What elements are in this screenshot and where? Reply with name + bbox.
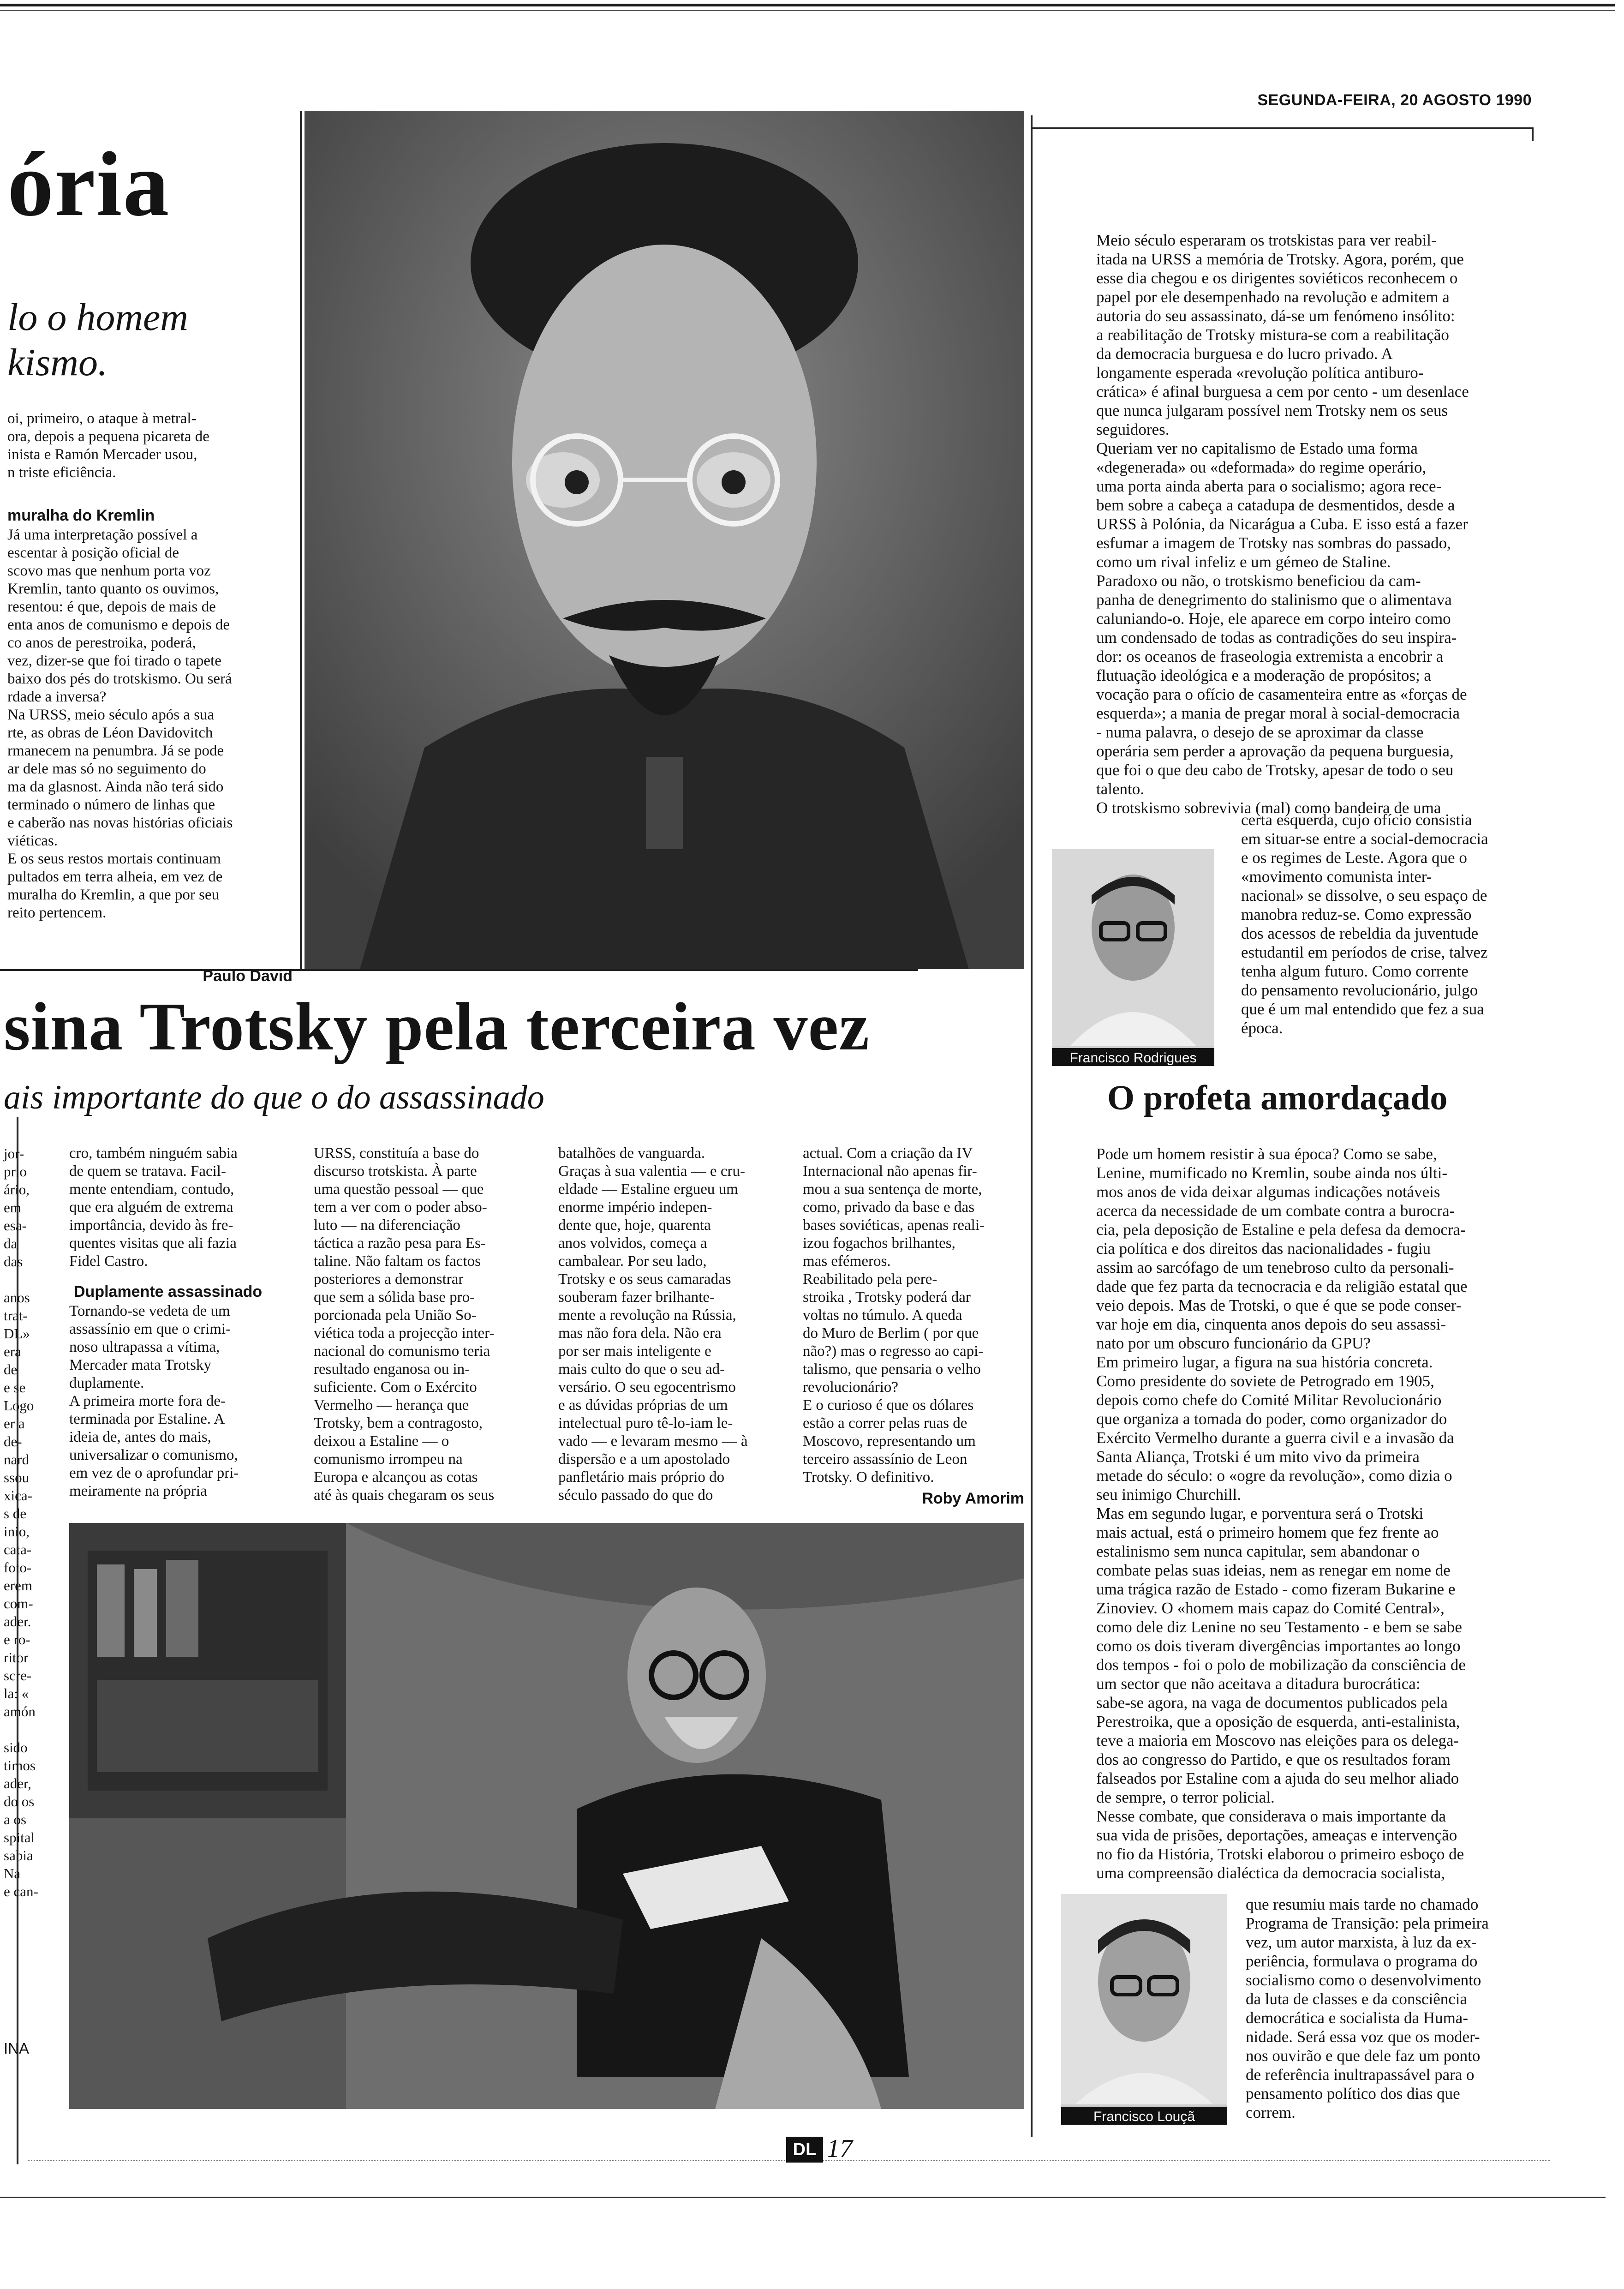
story-col2-text: URSS, constituía a base do discurso trotskista. À parte uma questão pessoal — que tem a ver com o poder abso- luto — na diferenciação táctica a razão pesa para Es- taline. Não faltam os factos posteriores a demonstrar que sem a sólida base pro- porcionada pela União So- viética toda a projecção inter- nacional do comunismo teria resultado enganosa ou in- suficiente. Com o Exército Vermelho — herança que Trotsky, bem a contragosto, deixou a Estaline — o comunismo irrompeu na Europa e alcançou as cotas até às quais chegaram os seus bbox=[314, 1145, 495, 1504]
bottom-left-stub: INA bbox=[4, 2040, 30, 2057]
column-rule-right bbox=[1031, 115, 1033, 2137]
caption-francisco-rodrigues: Francisco Rodrigues bbox=[1052, 1048, 1214, 1066]
page-top-rule-thin bbox=[0, 10, 1615, 11]
left-body-paragraph: Já uma interpretação possível a escentar à posição oficial de scovo mas que nenhum porta voz Kremlin, tanto quanto os ouvimos, resentou: é que, depois de mais de enta anos de comunismo e depois de co anos de perestroika, poderá, vez, dizer-se que foi tirado o tapete baixo dos pés do trotskismo. Ou será rdade a inversa? Na URSS, meio século após a sua rte, as obras de Léon Davidovitch rmanecem na penumbra. Já se pode ar dele mas só no seguimento do ma da glasnost. Ainda não terá sido terminado o número de linhas que e caberão nas novas histórias oficiais viéticas. E os seus restos mortais continuam pultados em terra alheia, em vez de muralha do Kremlin, a que por seu reito pertencem. bbox=[7, 527, 233, 921]
stub-column: jor- prio ário, em esa- da das anos trat- DL» era de e se Logo er a de- nard ssou xica- s de inio, cata- foto- erem com- ader. e ro- ritor scre- la: « amón sido timos ader, do os a os spital sabia Na e can- bbox=[4, 1145, 38, 1900]
reading-illustration bbox=[69, 1523, 1024, 2109]
francisco-louca-photo bbox=[1061, 1894, 1227, 2125]
story-byline: Roby Amorim bbox=[922, 1490, 1024, 1507]
page-number: 17 bbox=[827, 2134, 853, 2163]
photo-frame-left bbox=[300, 111, 302, 969]
main-headline: sina Trotsky pela terceira vez bbox=[4, 989, 870, 1065]
portrait-1-illustration bbox=[1052, 849, 1214, 1046]
portrait-illustration bbox=[304, 111, 1024, 969]
right-wrap-text: certa esquerda, cujo ofício consistia em situar-se entre a social-democracia e os regimes de Leste. Agora que o «movimento comunista inter- nacional» se dissolve, o seu espaço de manobra reduz-se. Como expressão dos acessos de rebeldia da juventude estudantil em períodos de crise, talvez tenha algum futuro. Como corrente do pensamento revolucionário, julgo que é um mal entendido que fez a sua época. bbox=[1241, 811, 1488, 1037]
right-wrap-text-2: que resumiu mais tarde no chamado Programa de Transição: pela primeira vez, um autor marxista, à luz da ex- periência, formulava o programa do socialismo como o desenvolvimento da luta de classes e da consciência democrática e socialista da Huma- nidade. Será essa voz que os moder- nos ouvirão e que dele faz um ponto de referência inultrapassável para o pensamento político dos dias que correm. bbox=[1246, 1895, 1489, 2121]
story-col1-subhead: Duplamente assassinado bbox=[74, 1283, 263, 1300]
page-top-rule bbox=[0, 4, 1615, 6]
page-date: SEGUNDA-FEIRA, 20 AGOSTO 1990 bbox=[1257, 91, 1532, 109]
newspaper-logo: DL bbox=[786, 2137, 823, 2163]
story-col4-text: actual. Com a criação da IV Internacional não apenas fir- mou a sua sentença de morte, como, privado da base e das bases soviéticas, apenas reali- izou fogachos brilhantes, mas efémeros. Reabilitado pela pere- stroika , Trotsky poderá dar voltas no túmulo. A queda do Muro de Berlim ( por que não?) mas o regresso ao capi- talismo, que pensaria o velho revolucionário? E o curioso é que os dólares estão a correr pelas ruas de Moscovo, representando um terceiro assassínio de Leon Trotsky. O definitivo. bbox=[803, 1145, 985, 1486]
left-subhead: muralha do Kremlin bbox=[7, 507, 155, 524]
kicker-subtitle-line-2: kismo. bbox=[7, 341, 107, 384]
right-profeta-text: Pode um homem resistir à sua época? Como se sabe, Lenine, mumificado no Kremlin, soube ainda nos últi- mos anos de vida deixar algumas indicações notáveis acerca da necessidade de um combate contra a burocra- cia, pela deposição de Estaline e pela defesa da democra- cia política e dos direitos das nacionalidades - fugiu assim ao sarcófago de um tenebroso culto da personali- dade que fez parta da tecnocracia e da religião estatal que veio depois. Mas de Trotski, o que é que se pode conser- var hoje em dia, cinquenta anos depois do seu assassi- nato por um obscuro funcionário da GPU? Em primeiro lugar, a figura na sua história concreta. Como presidente do soviete de Petrogrado em 1905, depois como chefe do Comité Militar Revolucionário que organiza a tomada do poder, como organizador do Exército Vermelho durante a guerra civil e a invasão da Santa Aliança, Trotski é um mito vivo da primeira metade do século: o «ogre da revolução», como dizia o seu inimigo Churchill. Mas em segundo lugar, e porventura será o Trotski mais actual, está o primeiro homem que fez frente ao estalinismo sem nunca capitular, sem abandonar o combate pelas suas ideias, nem as renegar em nome de uma trágica razão de Estado - como fizeram Bukarine e Zinoviev. O «homem mais capaz do Comité Central», como dele diz Lenine no seu Testamento - e bem se sabe como os dois tiveram divergências importantes ao longo dos tempos - foi o polo de mobilização da consciência de um sector que não aceitava a ditadura burocrática: sabe-se agora, na vaga de documentos publicados pela Perestroika, que a oposição de esquerda, anti-estalinista, teve a maioria em Moscovo nas eleições para os delega- dos ao congresso do Partido, e que os resultados foram falseados por Estaline com a ajuda do seu melhor aliado de sempre, o terror policial. Nesse combate, que considerava o mais importante da sua vida de prisões, deportações, ameaças e intervenção no fio da História, Trotski elaborou o primeiro esboço de uma compreensão dialéctica da democracia socialista, bbox=[1096, 1145, 1468, 1882]
trotsky-portrait-photo bbox=[304, 111, 1024, 969]
story-col1-text2: Tornando-se vedeta de um assassínio em que o crimi- noso ultrapassa a vítima, Mercader mata Trotsky duplamente. A primeira morte fora de- terminada por Estaline. A ideia de, antes do mais, universalizar o comunismo, em vez de o aprofundar pri- meiramente na própria bbox=[69, 1303, 239, 1499]
kicker-subtitle-line-1: lo o homem bbox=[7, 296, 188, 339]
left-byline: Paulo David bbox=[203, 967, 293, 985]
right-intro-text: Meio século esperaram os trotskistas para ver reabil- itada na URSS a memória de Trotsky. Agora, porém, que esse dia chegou e os dirigentes soviéticos reconhecem o papel por ele desempenhado na revolução e admitem a autoria do seu assassinato, dá-se um fenómeno insólito: a reabilitação de Trotsky mistura-se com a reabilitação da democracia burguesa e do lucro privado. A longamente esperada «revolução política antiburo- crática» é afinal burguesa a cem por cento - um desenlace que nunca julgaram possível nem Trotsky nem os seus seguidores. Queriam ver no capitalismo de Estado uma forma «degenerada» ou «deformada» do regime operário, uma porta ainda aberta para o socialismo; agora rece- bem sobre a cabeça a catadupa de desmentidos, desde a URSS à Polónia, da Nicarágua a Cuba. E isso está a fazer esfumar a imagem de Trotsky nas sombras do passado, como um rival infeliz e um gémeo de Staline. Paradoxo ou não, o trotskismo beneficiou da cam- panha de denegrimento do stalinismo que o alimentava caluniando-o. Hoje, ele aparece em corpo inteiro como um condensado de todas as contradições do seu inspira- dor: os oceanos de fraseologia extremista a encobrir a flutuação ideológica e a moderação de propósitos; a vocação para o ofício de casamenteira entre as «forças de esquerda»; a mania de pregar moral à social-democracia - numa palavra, o desejo de se aproximar da classe operária sem perder a aprovação da pequena burguesia, que foi o que deu cabo de Trotsky, apesar de todo o seu talento. O trotskismo sobrevivia (mal) como bandeira de uma bbox=[1096, 231, 1469, 817]
right-frame-top bbox=[1031, 127, 1534, 129]
page-bottom-rule bbox=[0, 2197, 1606, 2198]
francisco-rodrigues-photo bbox=[1052, 849, 1214, 1066]
kicker-title: ória bbox=[7, 133, 170, 235]
trotsky-reading-photo bbox=[69, 1523, 1024, 2109]
story-col3-text: batalhões de vanguarda. Graças à sua valentia — e cru- eldade — Estaline ergueu um enorme império indepen- dente que, hoje, quarenta anos volvidos, começa a cambalear. Por seu lado, Trotsky e os seus camaradas souberam fazer brilhante- mente a revolução na Rússia, mas não fora dela. Não era por ser mais inteligente e mais culto do que o seu ad- versário. O seu egocentrismo e as dúvidas próprias de um intelectual puro tê-lo-iam le- vado — e levaram mesmo — à dispersão e a um apostolado panfletário mais próprio do século passado do que do bbox=[558, 1145, 748, 1504]
left-intro-paragraph: oi, primeiro, o ataque à metral- ora, depois a pequena picareta de inista e Ramón Mercader usou, n triste eficiência. bbox=[7, 410, 209, 481]
main-deck: ais importante do que o do assassinado bbox=[4, 1079, 544, 1116]
caption-francisco-louca: Francisco Louçã bbox=[1061, 2107, 1227, 2125]
right-frame-edge bbox=[1532, 127, 1534, 141]
section-head-profeta: O profeta amordaçado bbox=[1107, 1079, 1448, 1117]
portrait-2-illustration bbox=[1061, 1894, 1227, 2104]
story-col1-text: cro, também ninguém sabia de quem se tratava. Facil- mente entendiam, contudo, que era alguém de extrema importância, devido às fre- quentes visitas que ali fazia Fidel Castro. bbox=[69, 1145, 238, 1270]
